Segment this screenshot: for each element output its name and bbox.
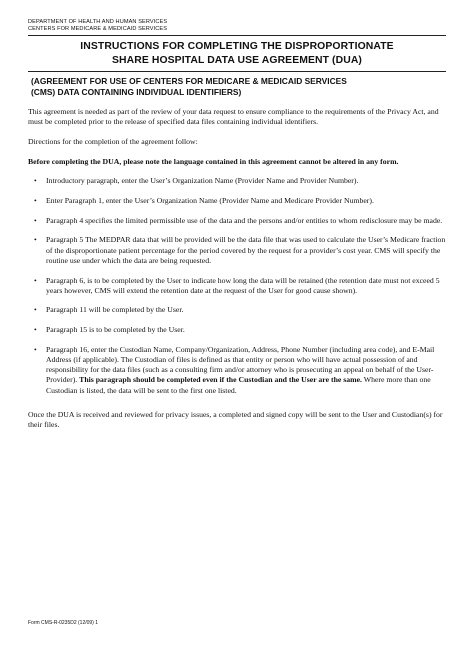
bullet-icon: • bbox=[34, 275, 37, 285]
custodian-text-start: Paragraph 16, enter the Custodian Name, Company/Organization, Address, Phone Number (including area code), and E-Mail Address (if applicable). The Custodian of files is defined as that entity or person who will have actual possession of and responsibility for the data files (such as a consulting firm and/or attorney who is prosecuting an appeal on behalf of the User-Provider). bbox=[46, 344, 435, 385]
top-rule bbox=[28, 35, 446, 36]
bullet-icon: • bbox=[34, 235, 37, 245]
bullet-icon: • bbox=[34, 344, 37, 354]
form-number: Form CMS-R-0235D2 (12/09) 1 bbox=[28, 620, 99, 626]
bullet-icon: • bbox=[34, 176, 37, 186]
document-title bbox=[28, 40, 446, 67]
list-item bbox=[28, 176, 446, 186]
list-item bbox=[28, 216, 446, 226]
directions-paragraph: Directions for the completion of the agreement follow: bbox=[28, 136, 198, 146]
agency-line-1: DEPARTMENT OF HEALTH AND HUMAN SERVICES bbox=[28, 19, 168, 25]
subtitle-line-1: (AGREEMENT FOR USE OF CENTERS FOR MEDICARE & MEDICAID SERVICES bbox=[31, 76, 347, 86]
intro-paragraph: This agreement is needed as part of the review of your data request to ensure compliance to the requirements of the Privacy Act, and must be completed prior to the release of specified data files containing individual identifiers. bbox=[28, 107, 439, 127]
instruction-list bbox=[28, 176, 446, 396]
list-item-text: Enter Paragraph 1, enter the User’s Organization Name (Provider Name and Medicare Provider Number). bbox=[46, 196, 374, 206]
list-item-text: Paragraph 4 specifies the limited permissible use of the data and the persons and/or entities to whom redisclosure may be made. bbox=[46, 215, 443, 225]
warning-paragraph: Before completing the DUA, please note the language contained in this agreement cannot be altered in any form. bbox=[28, 156, 399, 166]
bullet-icon: • bbox=[34, 305, 37, 315]
agency-line-2: CENTERS FOR MEDICARE & MEDICAID SERVICES bbox=[28, 26, 168, 33]
title-line-2: SHARE HOSPITAL DATA USE AGREEMENT (DUA) bbox=[111, 54, 362, 66]
list-item bbox=[28, 196, 446, 206]
list-item bbox=[28, 325, 446, 335]
bullet-icon: • bbox=[34, 325, 37, 335]
closing-paragraph: Once the DUA is received and reviewed for privacy issues, a completed and signed copy will be sent to the User and Custodian(s) for their files. bbox=[28, 409, 443, 430]
list-item-text: Paragraph 15 is to be completed by the User. bbox=[46, 325, 185, 335]
document-subtitle bbox=[31, 76, 441, 98]
list-item bbox=[28, 345, 446, 396]
list-item-text: Paragraph 11 will be completed by the User. bbox=[46, 305, 184, 315]
title-rule bbox=[28, 71, 446, 72]
list-item-text: Paragraph 6, is to be completed by the User to indicate how long the data will be retained (the retention date must not exceed 5 years however, CMS will extend the retention date at the request of the User for good cause shown). bbox=[46, 275, 440, 295]
list-item bbox=[28, 276, 446, 296]
title-line-1: INSTRUCTIONS FOR COMPLETING THE DISPROPORTIONATE bbox=[80, 41, 394, 52]
bullet-icon: • bbox=[34, 215, 37, 225]
custodian-emphasis: This paragraph should be completed even if the Custodian and the User are the same. bbox=[79, 375, 362, 385]
custodian-text-end: Where more than one Custodian is listed, the data will be sent to the first one listed. bbox=[46, 375, 431, 395]
list-item bbox=[28, 235, 446, 266]
agency-header bbox=[28, 19, 167, 33]
list-item-text: Introductory paragraph, enter the User’s Organization Name (Provider Name and Provider Number). bbox=[46, 176, 359, 186]
bullet-icon: • bbox=[34, 196, 37, 206]
list-item-text: Paragraph 5 The MEDPAR data that will be provided will be the data file that was used to calculate the User’s Medicare fraction of the disproportionate patient percentage for the period covered by the request for a provider’s cost year. CMS will specify the routine use under which the data are being requested. bbox=[46, 235, 446, 265]
subtitle-line-2: (CMS) DATA CONTAINING INDIVIDUAL IDENTIFIERS) bbox=[31, 87, 242, 97]
instructions-body bbox=[28, 107, 446, 440]
list-item bbox=[28, 305, 446, 315]
